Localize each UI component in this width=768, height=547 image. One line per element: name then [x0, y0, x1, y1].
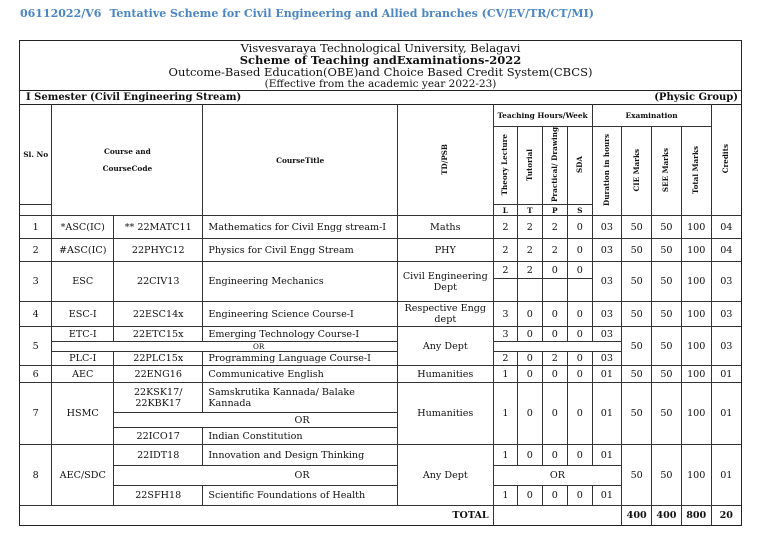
table-cell: 22PLC15x	[114, 352, 203, 366]
table-cell: 22PHYC12	[114, 239, 203, 262]
table-cell: 0	[518, 302, 542, 327]
table-cell: 03	[592, 216, 622, 239]
col-course-code: Course and CourseCode	[52, 105, 203, 216]
totals-row	[20, 506, 741, 525]
table-cell: 100	[681, 216, 711, 239]
table-cell: 2	[542, 216, 568, 239]
table-cell: 01	[711, 445, 741, 506]
table-cell: 50	[652, 216, 682, 239]
table-cell: 50	[652, 445, 682, 506]
table-cell: 4	[20, 302, 52, 327]
table-cell: 22IDT18	[114, 445, 203, 466]
scheme-title: Scheme of Teaching andExaminations-2022	[239, 53, 522, 67]
table-cell: 50	[652, 302, 682, 327]
table-cell: 50	[652, 366, 682, 383]
table-cell: 100	[681, 445, 711, 506]
table-cell: 1	[493, 486, 517, 506]
col-theory: Theory Lecture	[493, 127, 517, 205]
table-cell: PHY	[397, 239, 493, 262]
table-cell: 100	[681, 239, 711, 262]
table-cell: 01	[592, 486, 622, 506]
table-cell: 0	[568, 239, 592, 262]
group-label: (Physic Group)	[654, 92, 738, 103]
table-cell: 01	[711, 366, 741, 383]
table-cell: Humanities	[397, 383, 493, 445]
table-row	[20, 327, 741, 342]
table-cell: 22SFH18	[114, 486, 203, 506]
table-row	[20, 216, 741, 239]
table-cell: 2	[493, 216, 517, 239]
col-td-psb: TD/PSB	[397, 105, 493, 216]
table-cell: ETC-I	[52, 327, 114, 342]
table-cell: 0	[568, 366, 592, 383]
table-cell: 01	[592, 445, 622, 466]
table-cell: 1	[493, 383, 517, 445]
col-course-title: CourseTitle	[203, 105, 398, 216]
col-s: S	[568, 205, 592, 216]
table-cell: 3	[493, 327, 517, 342]
table-cell: 100	[681, 327, 711, 366]
total-label: TOTAL	[20, 506, 493, 525]
table-cell: 2	[518, 239, 542, 262]
table-cell: Physics for Civil Engg Stream	[203, 239, 398, 262]
table-cell: AEC/SDC	[52, 445, 114, 506]
table-row	[20, 239, 741, 262]
scheme-sheet	[19, 40, 742, 526]
table-cell: 22KSK17/ 22KBK17	[114, 383, 203, 413]
table-cell: 5	[20, 327, 52, 366]
table-cell: Respective Engg dept	[397, 302, 493, 327]
table-cell: 0	[542, 366, 568, 383]
col-examination: Examination	[592, 105, 711, 127]
col-sda: SDA	[568, 127, 592, 205]
table-cell: 0	[542, 486, 568, 506]
table-cell: 100	[681, 262, 711, 302]
table-cell: 2	[493, 262, 517, 279]
total-see: 400	[652, 506, 682, 525]
table-cell: 50	[652, 262, 682, 302]
table-cell: 0	[568, 445, 592, 466]
table-cell: 0	[568, 327, 592, 342]
table-cell: 50	[622, 383, 652, 445]
table-cell: 22CIV13	[114, 262, 203, 302]
table-cell: Civil Engineering Dept	[397, 262, 493, 302]
col-credits: Credits	[711, 105, 741, 216]
table-cell: 100	[681, 302, 711, 327]
table-cell: Engineering Science Course-I	[203, 302, 398, 327]
table-cell: 0	[518, 327, 542, 342]
table-cell: 2	[493, 239, 517, 262]
table-cell: 04	[711, 239, 741, 262]
table-cell: 0	[542, 327, 568, 342]
table-cell: ESC-I	[52, 302, 114, 327]
table-cell: 03	[592, 302, 622, 327]
table-cell: 1	[493, 366, 517, 383]
semester-row	[20, 90, 741, 104]
table-cell: 0	[568, 216, 592, 239]
col-tutorial: Tutorial	[518, 127, 542, 205]
table-cell: #ASC(IC)	[52, 239, 114, 262]
table-cell: 01	[592, 366, 622, 383]
total-credits: 20	[711, 506, 741, 525]
semester-label: I Semester (Civil Engineering Stream)	[26, 92, 242, 103]
table-cell: 22ICO17	[114, 428, 203, 445]
table-cell: 50	[622, 445, 652, 506]
col-teaching: Teaching Hours/Week	[493, 105, 592, 127]
table-cell: 6	[20, 366, 52, 383]
table-cell: 01	[592, 383, 622, 445]
document-code-line	[20, 7, 594, 20]
table-cell: 50	[652, 383, 682, 445]
table-cell: 03	[592, 239, 622, 262]
table-cell: Emerging Technology Course-I	[203, 327, 398, 342]
table-cell: Indian Constitution	[203, 428, 398, 445]
table-row	[20, 383, 741, 413]
table-cell: 1	[493, 445, 517, 466]
table-row	[20, 302, 741, 327]
table-cell: 7	[20, 383, 52, 445]
table-cell: Innovation and Design Thinking	[203, 445, 398, 466]
table-cell: ESC	[52, 262, 114, 302]
col-p: P	[542, 205, 568, 216]
table-cell: 50	[622, 262, 652, 302]
table-cell: Programming Language Course-I	[203, 352, 398, 366]
col-practical: Practical/ Drawing	[542, 127, 568, 205]
or-separator: OR	[493, 466, 622, 486]
col-l: L	[493, 205, 517, 216]
table-cell: 50	[622, 302, 652, 327]
table-cell: Maths	[397, 216, 493, 239]
table-cell: 0	[518, 366, 542, 383]
table-cell: 50	[652, 327, 682, 366]
table-cell: 3	[20, 262, 52, 302]
table-cell: 0	[542, 302, 568, 327]
effective-year: (Effective from the academic year 2022-23)	[264, 78, 497, 90]
table-cell: Mathematics for Civil Engg stream-I	[203, 216, 398, 239]
university-name: Visvesvaraya Technological University, Belagavi	[240, 41, 521, 55]
table-cell: 1	[20, 216, 52, 239]
table-cell: PLC-I	[52, 352, 114, 366]
table-cell: 50	[622, 366, 652, 383]
table-cell: 2	[20, 239, 52, 262]
total-cie: 400	[622, 506, 652, 525]
table-cell: AEC	[52, 366, 114, 383]
table-cell: 22ENG16	[114, 366, 203, 383]
table-row	[20, 445, 741, 466]
table-cell: 0	[518, 486, 542, 506]
col-sl-no: Sl. No	[20, 105, 52, 205]
table-cell: 0	[568, 383, 592, 445]
table-cell: 0	[568, 486, 592, 506]
table-cell: 03	[711, 327, 741, 366]
table-cell: Any Dept	[397, 445, 493, 506]
scheme-table	[20, 104, 741, 525]
table-cell: 03	[592, 352, 622, 366]
table-cell: 01	[711, 383, 741, 445]
table-cell: 22ESC14x	[114, 302, 203, 327]
table-cell: 03	[711, 302, 741, 327]
table-cell: Engineering Mechanics	[203, 262, 398, 302]
or-separator: OR	[52, 342, 398, 352]
table-cell: 50	[652, 239, 682, 262]
col-sl-empty	[20, 205, 52, 216]
col-cie: CIE Marks	[622, 127, 652, 216]
document-code: 06112022/V6	[20, 7, 102, 20]
table-cell: 2	[542, 239, 568, 262]
table-row	[20, 262, 741, 279]
table-cell: 2	[493, 352, 517, 366]
col-duration: Duration in hours	[592, 127, 622, 216]
table-cell: 03	[592, 327, 622, 342]
table-cell: Scientific Foundations of Health	[203, 486, 398, 506]
table-cell: 50	[622, 216, 652, 239]
col-t: T	[518, 205, 542, 216]
table-cell: Samskrutika Kannada/ Balake Kannada	[203, 383, 398, 413]
sheet-header	[20, 41, 741, 90]
table-cell: *ASC(IC)	[52, 216, 114, 239]
table-cell: 100	[681, 366, 711, 383]
table-cell: 0	[542, 383, 568, 445]
table-cell: HSMC	[52, 383, 114, 445]
table-cell: 3	[493, 302, 517, 327]
table-cell: 0	[568, 262, 592, 279]
table-cell: 04	[711, 216, 741, 239]
table-cell: 0	[518, 352, 542, 366]
table-cell: 03	[592, 262, 622, 302]
table-cell: 0	[518, 383, 542, 445]
table-cell: 100	[681, 383, 711, 445]
table-cell: 2	[542, 352, 568, 366]
table-cell: 0	[568, 302, 592, 327]
table-cell: Communicative English	[203, 366, 398, 383]
table-cell: Humanities	[397, 366, 493, 383]
table-cell: 0	[568, 352, 592, 366]
table-cell: 8	[20, 445, 52, 506]
table-cell: 50	[622, 239, 652, 262]
table-row	[20, 366, 741, 383]
table-cell: 50	[622, 327, 652, 366]
or-separator: OR	[114, 413, 398, 428]
table-cell: 0	[518, 445, 542, 466]
table-cell: 2	[518, 262, 542, 279]
table-cell: 0	[542, 262, 568, 279]
table-cell: 2	[518, 216, 542, 239]
table-cell: ** 22MATC11	[114, 216, 203, 239]
table-cell: 03	[711, 262, 741, 302]
table-cell: 0	[542, 445, 568, 466]
table-cell: Any Dept	[397, 327, 493, 366]
table-cell: 22ETC15x	[114, 327, 203, 342]
col-see: SEE Marks	[652, 127, 682, 216]
or-separator: OR	[114, 466, 398, 486]
total-marks: 800	[681, 506, 711, 525]
col-total: Total Marks	[681, 127, 711, 216]
document-title: Tentative Scheme for Civil Engineering and Allied branches (CV/EV/TR/CT/MI)	[109, 7, 594, 20]
system-title: Outcome-Based Education(OBE)and Choice Based Credit System(CBCS)	[168, 65, 593, 79]
